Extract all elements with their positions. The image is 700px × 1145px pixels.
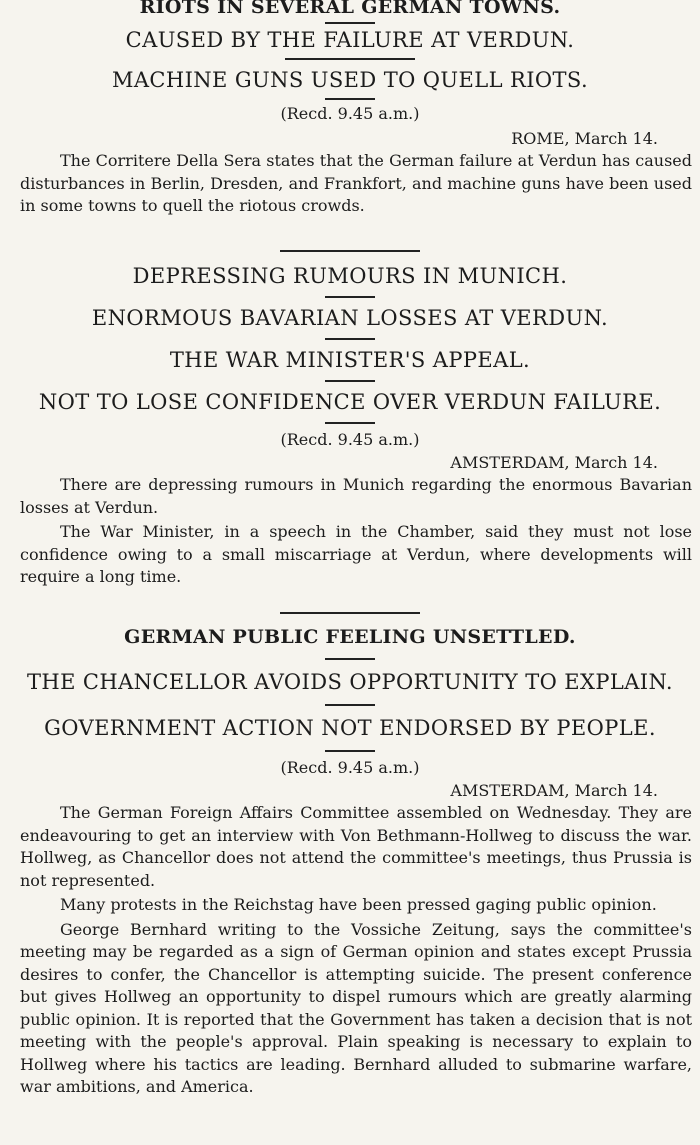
divider bbox=[325, 380, 375, 382]
article-paragraph: George Bernhard writing to the Vossiche Zeitung, says the committee's meeting may be regarded as a sign of German opinion and states except Prussia desires to confer, the Chancellor is attempting suicide. The present conference but gives Hollweg an opportunity to dispel rumours which are greatly alarming public opinion. It is reported that the Government has taken a decision that is not meeting with the people's approval. Plain speaking is necessary to explain to Hollweg where his tactics are leading. Bernhard alluded to submarine warfare, war ambitions, and America. bbox=[20, 919, 692, 1096]
article-paragraph: There are depressing rumours in Munich regarding the enormous Bavarian losses at Verdun. bbox=[20, 475, 692, 517]
subheadline: GOVERNMENT ACTION NOT ENDORSED BY PEOPLE. bbox=[44, 716, 656, 740]
subheadline: NOT TO LOSE CONFIDENCE OVER VERDUN FAILURE. bbox=[38, 390, 662, 414]
received-time: (Recd. 9.45 a.m.) bbox=[280, 758, 420, 777]
article-munich bbox=[0, 250, 700, 589]
article-paragraph: Many protests in the Reichstag have been pressed gaging public opinion. bbox=[60, 895, 657, 914]
article-paragraph: The German Foreign Affairs Committee assembled on Wednesday. They are endeavouring to get an interview with Von Bethmann-Hollweg to discuss the war. Hollweg, as Chancellor does not attend the committee's meetings, thus Prussia is not represented. bbox=[20, 803, 692, 890]
section-divider bbox=[280, 250, 420, 252]
divider bbox=[325, 658, 375, 660]
subheadline: THE CHANCELLOR AVOIDS OPPORTUNITY TO EXPLAIN. bbox=[26, 670, 674, 694]
divider bbox=[325, 750, 375, 752]
divider bbox=[325, 422, 375, 424]
subheadline: CAUSED BY THE FAILURE AT VERDUN. bbox=[125, 28, 575, 52]
subheadline: ENORMOUS BAVARIAN LOSSES AT VERDUN. bbox=[91, 306, 609, 330]
received-time: (Recd. 9.45 a.m.) bbox=[280, 430, 420, 449]
dateline: AMSTERDAM, March 14. bbox=[450, 453, 658, 472]
article-riots bbox=[0, 0, 700, 218]
divider bbox=[325, 704, 375, 706]
divider bbox=[325, 296, 375, 298]
dateline: AMSTERDAM, March 14. bbox=[450, 781, 658, 800]
divider bbox=[325, 98, 375, 100]
subheadline: MACHINE GUNS USED TO QUELL RIOTS. bbox=[111, 68, 589, 92]
divider bbox=[325, 22, 375, 24]
received-time: (Recd. 9.45 a.m.) bbox=[280, 104, 420, 123]
article-paragraph: The War Minister, in a speech in the Chamber, said they must not lose confidence owing to a small miscarriage at Verdun, where developments will require a long time. bbox=[20, 522, 692, 586]
divider bbox=[325, 338, 375, 340]
dateline: ROME, March 14. bbox=[511, 129, 658, 148]
subheadline: THE WAR MINISTER'S APPEAL. bbox=[169, 348, 531, 372]
article-paragraph: The Corritere Della Sera states that the German failure at Verdun has caused disturbances in Berlin, Dresden, and Frankfort, and machine guns have been used in some towns to quell the riotous crowds. bbox=[20, 151, 692, 215]
divider bbox=[285, 58, 415, 60]
article-public-feeling bbox=[0, 612, 700, 1099]
headline-main: GERMAN PUBLIC FEELING UNSETTLED. bbox=[124, 626, 576, 648]
section-divider bbox=[280, 612, 420, 614]
headline-main: RIOTS IN SEVERAL GERMAN TOWNS. bbox=[139, 0, 561, 18]
headline-main: DEPRESSING RUMOURS IN MUNICH. bbox=[132, 264, 568, 288]
